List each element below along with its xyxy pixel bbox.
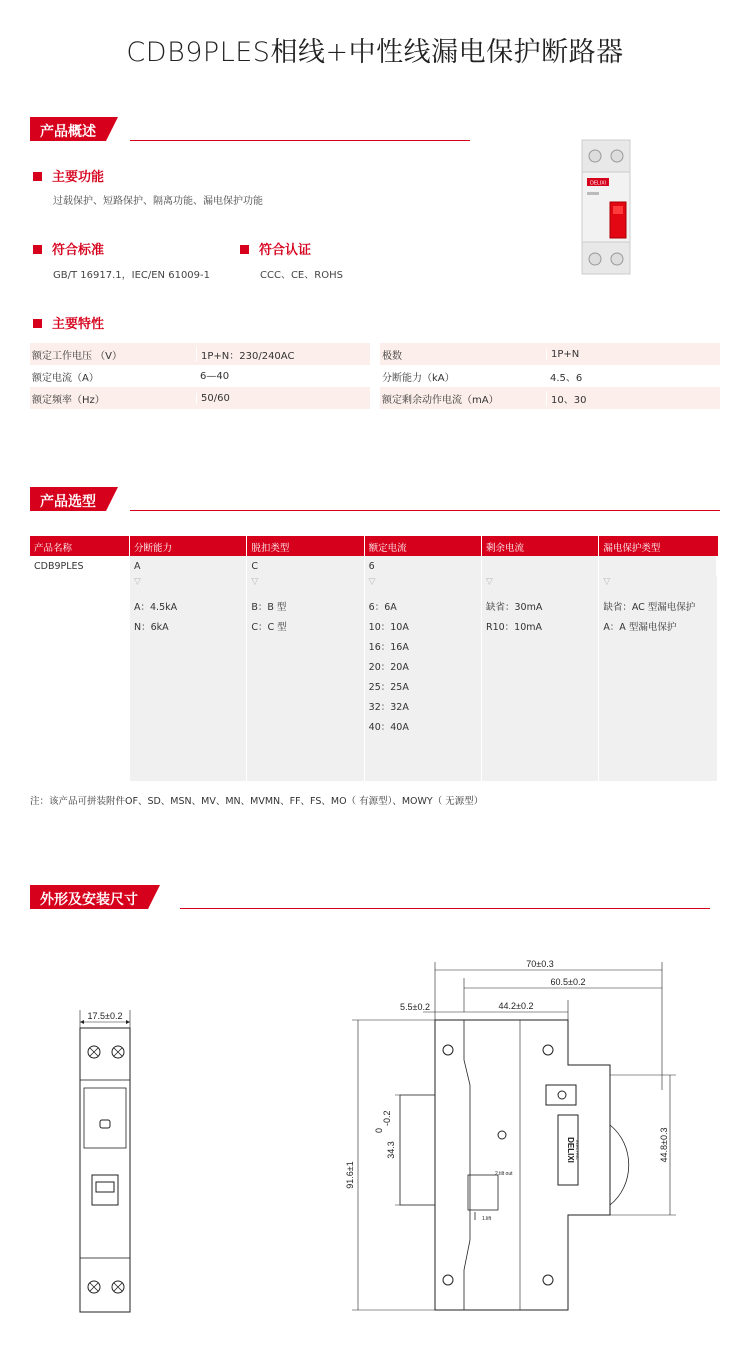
dim-right-height: 44.8±0.3 [659,1127,669,1163]
spec-row: 额定频率（Hz） 50/60 [30,387,370,409]
main-function-heading: 主要功能 [33,166,104,185]
header-cell: 漏电保护类型 [603,543,661,554]
cert-heading: 符合认证 [240,239,311,258]
dim-total-height: 91.6±1 [345,1161,355,1189]
spec-row: 额定工作电压 （V） 1P+N：230/240AC [30,343,370,365]
arrow-down-icon: ▽ [251,577,259,587]
arrow-down-icon: ▽ [134,577,141,587]
arrow-down-icon: ▽ [485,577,493,587]
section-header-selection [30,487,720,513]
spec-table-left [30,343,370,409]
dim-inner-width: 44.2±0.2 [498,1001,534,1011]
side-brand-logo: DELIXI [566,1137,575,1163]
selection-header-row [30,536,718,556]
standard-text: GB/T 16917.1，IEC/EN 61009-1 [53,270,210,281]
section-tag-dimensions: 外形及安装尺寸 [30,885,148,909]
label-lift: 1.lift [482,1216,492,1222]
product-brand-logo: DELIXI [590,180,606,187]
options-trip: ▽ B：B 型 C：C 型 [247,576,364,781]
dim-rail-tol-lower: -0.2 [382,1110,392,1126]
spec-row: 极数 1P+N [380,343,720,365]
label-tilt-out: 2.tilt out [495,1171,513,1177]
main-function-text: 过载保护、短路保护、隔离功能、漏电保护功能 [53,196,263,207]
arrow-down-icon: ▽ [603,577,611,587]
spec-row: 额定剩余动作电流（mA） 10、30 [380,387,720,409]
options-current: ▽ 6：6A 10：10A 16：16A 20：20A 25：25A 32：32A 40：40A [365,576,482,781]
section-divider [130,510,720,511]
front-view-drawing [60,1000,150,1320]
spec-row: 分断能力（kA） 4.5、6 [382,372,583,384]
selection-note: 注：该产品可拼装附件OF、SD、MSN、MV、MN、MVMN、FF、FS、MO（ 有源型）、MOWY（ 无源型） [30,796,484,807]
arrow-down-icon: ▽ [368,577,376,587]
section-divider [130,140,470,141]
header-cell: 额定电流 [365,536,482,556]
header-cell: 产品名称 [30,536,130,556]
selection-first-row: CDB9PLES A C 6 [30,556,718,576]
options-leak-type: ▽ 缺省：AC 型漏电保护 A：A 型漏电保护 [599,576,716,781]
selection-options-row [30,576,718,781]
dim-total-width: 70±0.3 [526,959,554,969]
dim-rail-tol-upper: 0 [374,1127,384,1133]
section-tag-overview: 产品概述 [30,117,106,141]
dim-left-offset: 5.5±0.2 [400,1002,430,1012]
options-residual: ▽ 缺省：30mA R10：10mA [482,576,599,781]
features-heading: 主要特性 [33,313,104,332]
dim-rail-height: 34.3 [386,1141,396,1159]
standard-heading: 符合标准 [33,239,104,258]
spec-row: 额定电流（A） 6—40 [32,370,230,384]
side-view-drawing [340,950,710,1330]
section-header-overview [30,117,470,143]
side-brand-sub: ELECTRIC [575,1140,580,1160]
page-title: CDB9PLES相线+中性线漏电保护断路器 [126,37,624,68]
header-cell: 脱扣类型 [247,536,364,556]
dim-mid-width: 60.5±0.2 [550,977,586,987]
section-tag-selection: 产品选型 [30,487,106,511]
header-cell: 分断能力 [130,536,247,556]
header-cell: 剩余电流 [482,536,599,556]
selection-table [30,536,718,781]
cert-text: CCC、CE、ROHS [260,270,343,281]
section-header-dimensions [30,885,710,911]
product-image [578,138,634,278]
options-breaking: ▽ A：4.5kA N：6kA [130,576,247,781]
dim-front-width: 17.5±0.2 [87,1011,123,1021]
spec-table-right [380,343,720,409]
section-divider [180,908,710,909]
